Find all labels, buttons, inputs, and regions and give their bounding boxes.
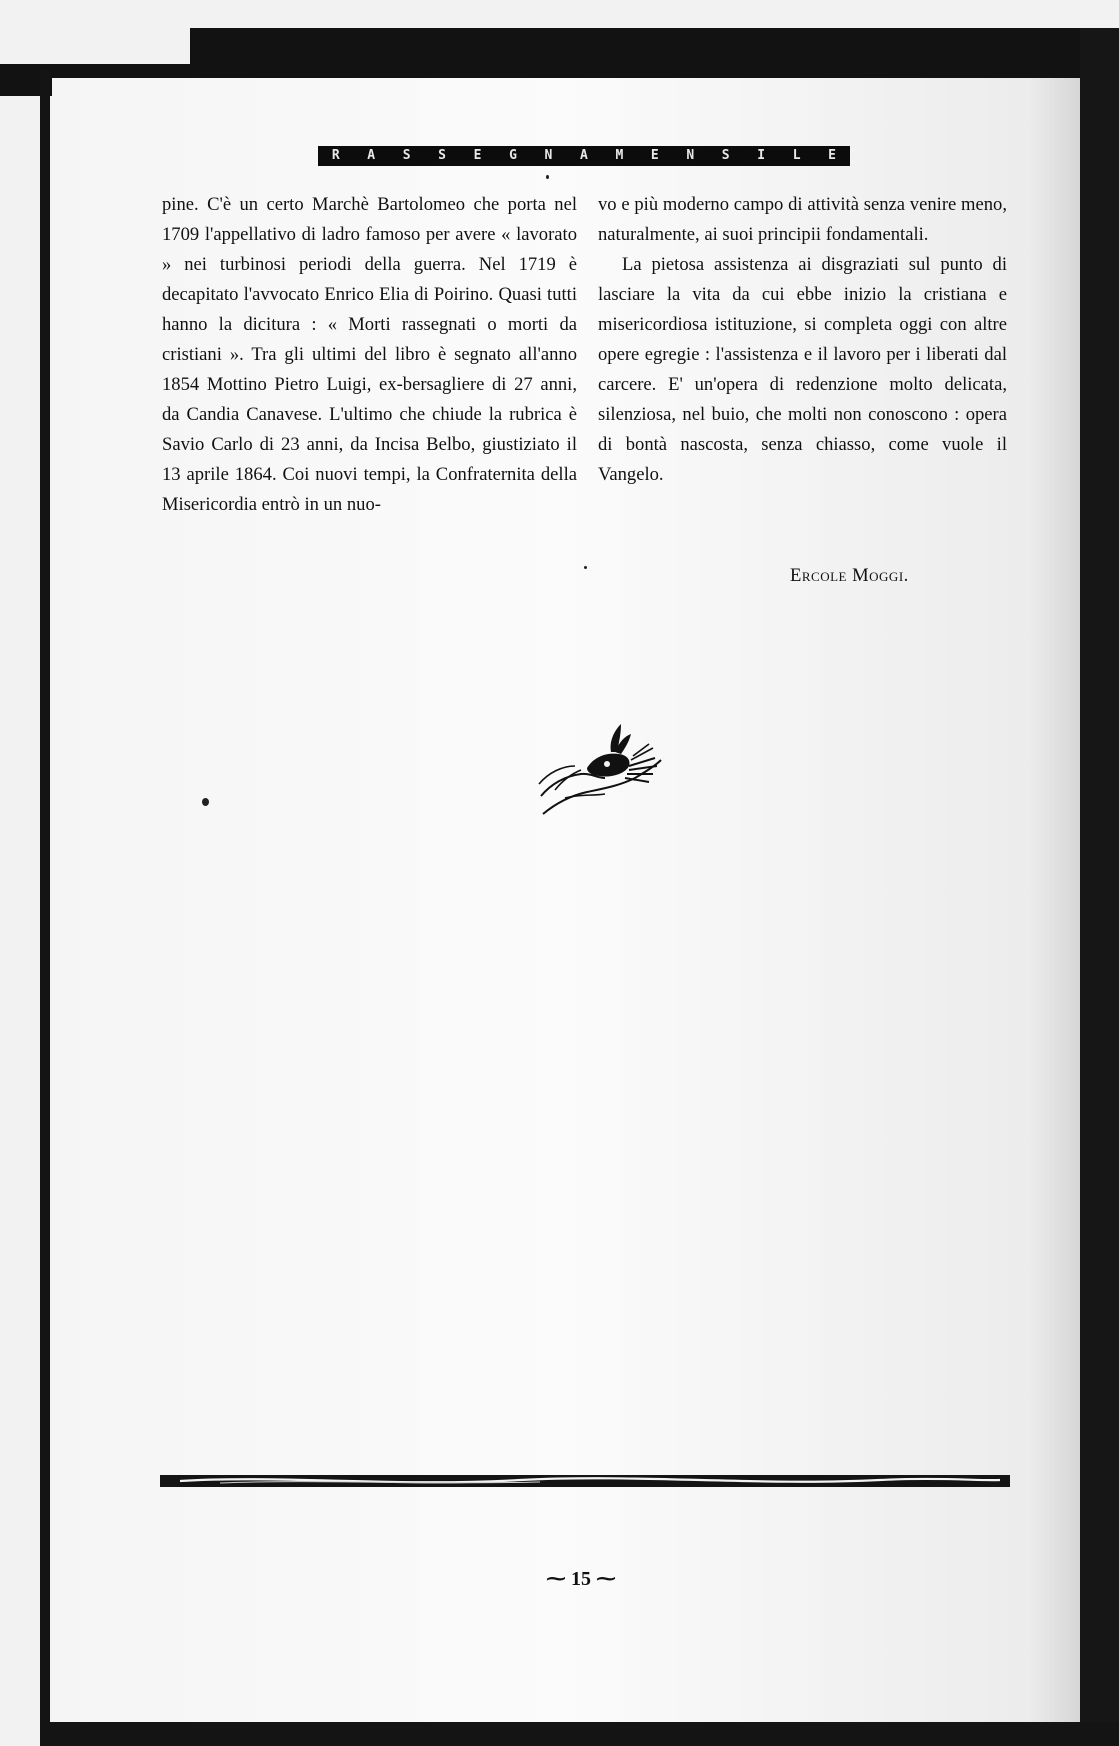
right-scan-border	[1080, 28, 1119, 1746]
running-header-letter: S	[721, 148, 730, 163]
page-number-value: 15	[571, 1568, 591, 1590]
running-header-letter: A	[579, 148, 588, 163]
article-paragraph: pine. C'è un certo Marchè Bartolomeo che porta nel 1709 l'appellativo di ladro famoso per avere « lavorato » nei turbinosi periodi della guerra. Nel 1719 è decapitato l'avvocato Enrico Elia di Poirino. Quasi tutti hanno la dicitura : « Morti rassegnati o morti da cristiani ». Tra gli ultimi del libro è segnato all'anno 1854 Mottino Pietro Luigi, ex-bersagliere di 27 anni, da Candia Canavese. L'ultimo che chiude la rubrica è Savio Carlo di 23 anni, da Incisa Belbo, giustiziato il 13 aprile 1864. Coi nuovi tempi, la Confraternita della Misericordia entrò in un nuo-	[162, 194, 577, 515]
hand-with-dove-icon	[535, 722, 665, 818]
page-number-ornament-left: ⁓	[546, 1568, 566, 1590]
running-header-letter: G	[509, 148, 517, 163]
running-header-letter: S	[438, 148, 446, 163]
running-header-letter: E	[828, 148, 836, 163]
running-header-letter: E	[650, 148, 659, 163]
running-header-letter: R	[331, 148, 340, 163]
article-right-column	[598, 190, 1007, 490]
article-paragraph: vo e più moderno campo di attività senza venire meno, naturalmente, ai suoi principii fondamentali.	[598, 194, 1007, 245]
running-header-letter: A	[367, 148, 376, 163]
scan-speck	[202, 798, 209, 806]
article-paragraph: La pietosa assistenza ai disgraziati sul punto di lasciare la vita da cui ebbe inizio la cristiana e misericordiosa istituzione, si completa oggi con altre opere egregie : l'assistenza e il lavoro per i liberati dal carcere. E' un'opera di redenzione molto delicata, silenziosa, nel buio, che molti non conoscono : opera di bontà nascosta, senza chiasso, come vuole il Vangelo.	[598, 254, 1007, 485]
left-scan-border	[40, 70, 50, 1742]
scan-speck	[546, 175, 549, 179]
running-header-letter: I	[757, 148, 766, 163]
top-scan-band-cutout	[0, 28, 190, 64]
page-number-ornament-right: ⁓	[596, 1568, 616, 1590]
running-header-letter: M	[615, 148, 624, 163]
scan-speck	[584, 566, 587, 569]
page-number	[536, 1566, 626, 1592]
author-signature: Ercole Moggi.	[790, 565, 909, 586]
running-header-letter: E	[473, 148, 482, 163]
running-header-letter: L	[792, 148, 801, 163]
running-header-letter: N	[686, 148, 695, 163]
running-header-letter: N	[544, 148, 553, 163]
running-header	[318, 146, 850, 166]
article-left-column	[162, 190, 577, 520]
running-header-letter: S	[402, 148, 411, 163]
bottom-scan-border	[40, 1722, 1119, 1746]
footer-divider-rule	[160, 1471, 1010, 1493]
